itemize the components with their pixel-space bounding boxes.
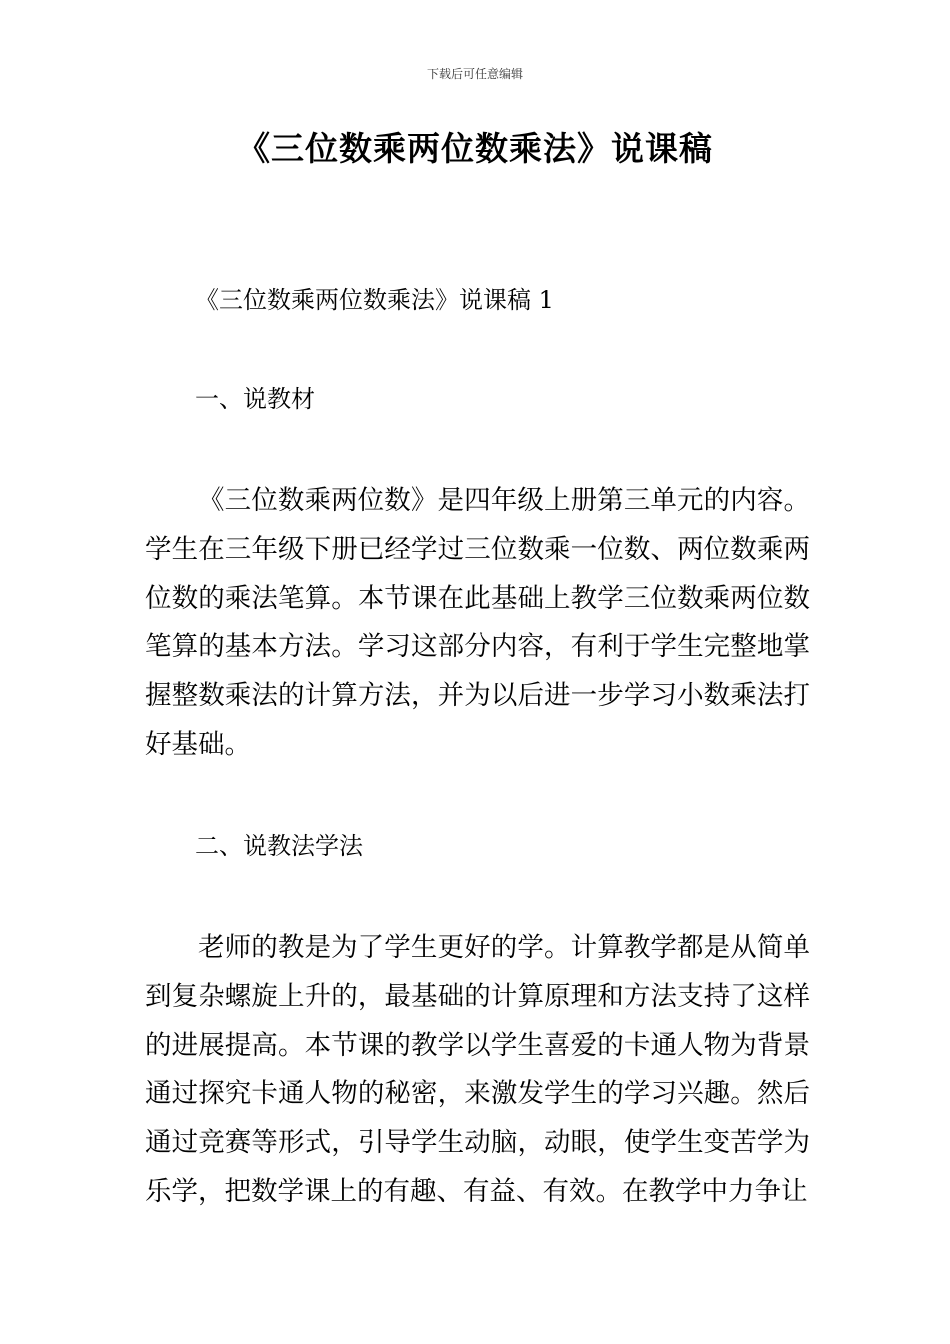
- header-note: 下载后可任意编辑: [426, 67, 523, 81]
- section-heading-teaching-method: 二、说教法学法: [195, 832, 363, 860]
- section-paragraph-teaching-material: 《三位数乘两位数》是四年级上册第三单元的内容。学生在三年级下册已经学过三位数乘一位数、两位数乘两位数的乘法笔算。本节课在此基础上教学三位数乘两位数笔算的基本方法。学习这部分内容，有利于学生完整地掌握整数乘法的计算方法，并为以后进一步学习小数乘法打好基础。: [145, 485, 810, 760]
- section-paragraph-teaching-method: 老师的教是为了学生更好的学。计算教学都是从简单到复杂螺旋上升的，最基础的计算原理和方法支持了这样的进展提高。本节课的教学以学生喜爱的卡通人物为背景通过探究卡通人物的秘密，来激发学生的学习兴趣。然后通过竞赛等形式，引导学生动脑，动眼，使学生变苦学为乐学，把数学课上的有趣、有益、有效。在教学中力争让: [145, 932, 810, 1207]
- document-subtitle: 《三位数乘两位数乘法》说课稿 1: [195, 286, 554, 314]
- document-title: 《三位数乘两位数乘法》说课稿: [237, 129, 713, 168]
- section-heading-teaching-material: 一、说教材: [195, 385, 315, 413]
